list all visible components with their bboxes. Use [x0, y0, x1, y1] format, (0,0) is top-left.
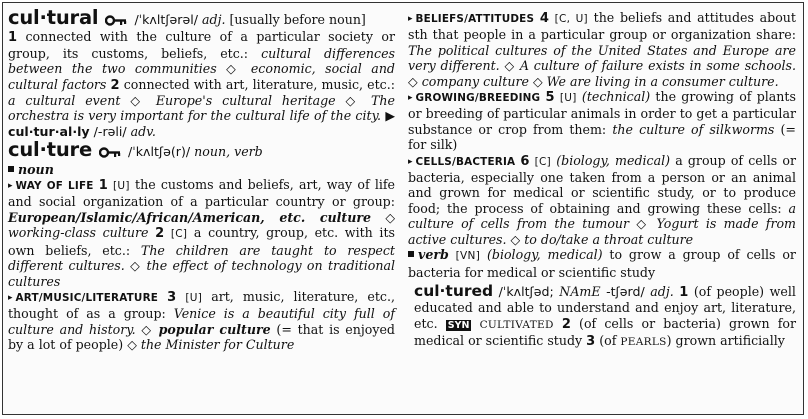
name-pronunciation: -tʃərd/	[606, 283, 645, 299]
headword-culture: cul·ture	[8, 138, 92, 162]
example: The children are taught to respect different cultures.	[8, 242, 395, 274]
example: Yogurt is made from active cultures.	[408, 216, 796, 247]
sense-way-of-life	[8, 177, 395, 289]
synonym-badge: SYN	[447, 319, 470, 331]
grammar-code: [C, U]	[554, 13, 588, 25]
derivative-pron: /-rəli/	[93, 123, 127, 139]
example: Europe's cultural heritage	[155, 93, 336, 109]
grammar-code: [U]	[559, 92, 577, 105]
sense-label: BELIEFS/ATTITUDES	[415, 13, 535, 25]
left-column	[8, 6, 396, 353]
cross-ref-word: PEARLS	[620, 336, 667, 349]
example-sep: ◇	[141, 321, 153, 337]
right-column	[408, 10, 796, 351]
example-sep: ◇	[127, 337, 137, 353]
noun-label-line	[8, 162, 395, 177]
example-sep: ◇	[226, 61, 242, 77]
derivative-arrow: ▶	[385, 108, 395, 124]
example: cultural differences between the two communities	[8, 45, 396, 77]
sense-arrow-icon: ▸	[408, 156, 413, 167]
sense-number: 4	[539, 11, 549, 26]
example-sep: ◇	[510, 231, 521, 247]
noun-label: noun	[18, 161, 54, 177]
key-icon	[99, 146, 121, 161]
pronunciation: /ˈkʌltʃə(r)/	[128, 144, 191, 160]
example-sep: ◇	[385, 209, 395, 225]
example: the Minister for Culture	[140, 337, 295, 353]
definition: art, music, literature, etc., thought of as a group:	[8, 288, 395, 322]
pronunciation: /ˈkʌltʃərəl/	[134, 12, 198, 27]
name-label: NAmE	[559, 283, 601, 299]
definition: to grow a group of cells or bacteria for medical or scientific study	[408, 247, 796, 280]
sense-number: 1	[8, 30, 18, 46]
grammar-code: [U]	[113, 180, 130, 193]
headword-cultured: cul·tured	[414, 281, 494, 300]
grammar-code: [U]	[185, 291, 203, 304]
definition: the growing of plants or breeding of particular animals in order to get a particular substance or crop from them:	[408, 89, 796, 137]
example-sep: ◇	[532, 73, 543, 89]
example: working-class culture	[8, 225, 149, 241]
entry-culture-head	[8, 138, 395, 162]
pronunciation: /ˈkʌltʃəd;	[498, 283, 554, 299]
example: European/Islamic/African/American, etc. culture	[8, 209, 372, 225]
register-label: (biology, medical)	[486, 247, 603, 263]
grammar-code: [VN]	[455, 250, 481, 263]
entry-cultured	[408, 281, 796, 351]
square-bullet-icon	[408, 251, 414, 257]
headword-cultural: cul·tural	[8, 6, 99, 29]
definition: connected with art, literature, music, etc.:	[123, 76, 395, 92]
example: The political cultures of the United States and Europe are very different.	[408, 42, 796, 74]
derivative-pos: adv.	[130, 123, 156, 139]
example: company culture	[421, 73, 529, 89]
gloss: (= for silk)	[408, 121, 796, 153]
sense-art-music-literature	[8, 289, 395, 353]
part-of-speech: adj.	[650, 283, 674, 299]
example: Venice is a beautiful city full of culture and history.	[8, 306, 395, 337]
sense-label: ART/MUSIC/LITERATURE	[15, 291, 159, 304]
sense-arrow-icon: ▸	[408, 14, 413, 24]
verb-label: verb	[418, 247, 449, 263]
sense-number: 1	[679, 284, 689, 300]
definition: (of people) well educated and able to understand and enjoy art, literature, etc.	[414, 283, 796, 331]
sense-cells-bacteria	[408, 153, 796, 247]
usage-note: [usually before noun]	[229, 12, 366, 27]
sense-beliefs-attitudes	[408, 10, 796, 89]
key-icon	[105, 14, 127, 29]
example-sep: ◇	[408, 73, 418, 89]
example-sep: ◇	[130, 258, 142, 274]
verb-sense	[408, 247, 796, 280]
example-sep: ◇	[345, 93, 362, 109]
sense-arrow-icon: ▸	[8, 181, 13, 192]
definition: the beliefs and attitudes about sth that people in a particular group or organization share:	[408, 10, 796, 43]
example-sep: ◇	[504, 58, 515, 74]
example: popular culture	[158, 321, 271, 337]
example-sep: ◇	[130, 93, 146, 109]
sense-number: 5	[545, 90, 555, 106]
sense-number: 2	[110, 77, 120, 93]
square-bullet-icon	[8, 166, 14, 172]
sense-number: 2	[155, 226, 165, 242]
definition: the customs and beliefs, art, way of life and social organization of a particular country or group:	[8, 177, 395, 210]
sense-label: WAY OF LIFE	[15, 180, 94, 193]
sense-growing-breeding	[408, 89, 796, 153]
example: the effect of technology on traditional cultures	[8, 258, 395, 289]
entry-cultural	[8, 6, 396, 139]
example: A culture of failure exists in some schools.	[519, 58, 796, 74]
example: economic, social and cultural factors	[8, 61, 395, 92]
part-of-speech: adj.	[202, 12, 226, 27]
sense-number: 2	[561, 316, 571, 332]
definition: a group of cells or bacteria, especially one taken from a person or an animal and grown for medical or scientific study, or to produce food; the process of obtaining and growing these cells:	[408, 152, 797, 216]
sense-number: 1	[98, 178, 108, 194]
sense-label: GROWING/BREEDING	[415, 92, 541, 105]
synonym-word: CULTIVATED	[479, 318, 554, 331]
gloss: (= that is enjoyed by a lot of people)	[8, 321, 395, 353]
grammar-code: [C]	[170, 228, 188, 241]
sense-number: 3	[167, 289, 177, 305]
sense-label: CELLS/BACTERIA	[415, 155, 516, 168]
example-sep: ◇	[636, 216, 650, 232]
example: We are living in a consumer culture.	[546, 73, 779, 89]
register-label: (technical)	[581, 89, 651, 105]
grammar-code: [C]	[534, 155, 552, 168]
example: a cultural event	[8, 93, 121, 109]
sense-number: 3	[586, 334, 596, 350]
definition: connected with the culture of a particular society or group, its customs, beliefs, etc.:	[8, 29, 395, 61]
definition: a country, group, etc. with its own beliefs, etc.:	[8, 225, 395, 258]
part-of-speech: noun, verb	[194, 144, 263, 160]
sense-arrow-icon: ▸	[8, 292, 13, 303]
sense-arrow-icon: ▸	[408, 93, 413, 104]
derivative-word: cul·tur·al·ly	[8, 123, 90, 139]
definition-prefix: (of	[599, 333, 617, 349]
definition: ) grown artificially	[666, 333, 785, 349]
example: to do/take a throat culture	[524, 231, 694, 247]
sense-number: 6	[520, 153, 530, 169]
example: a culture of cells from the tumour	[408, 200, 796, 232]
example: the culture of silkworms	[612, 121, 775, 137]
definition: (of cells or bacteria) grown for medical or scientific study	[414, 315, 796, 349]
register-label: (biology, medical)	[556, 152, 671, 168]
example: The orchestra is very important for the cultural life of the city.	[8, 93, 395, 124]
